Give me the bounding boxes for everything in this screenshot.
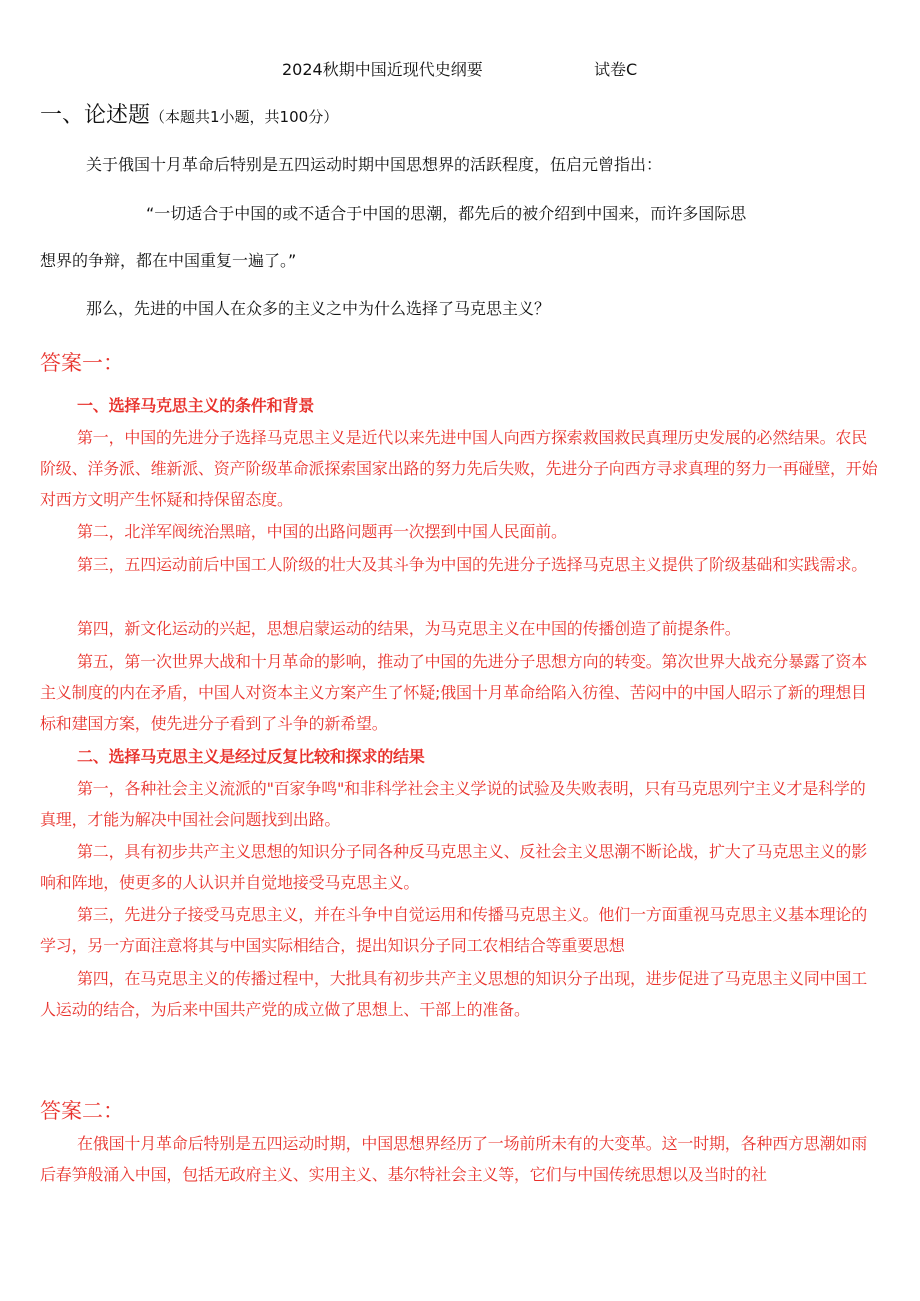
question-intro: 关于俄国十月革命后特别是五四运动时期中国思想界的活跃程度，伍启元曾指出： — [86, 155, 663, 174]
answer-one-para-4: 第四，新文化运动的兴起，思想启蒙运动的结果，为马克思主义在中国的传播创造了前提条件。 — [77, 619, 741, 638]
answer-one-heading-2: 二、选择马克思主义是经过反复比较和探求的结果 — [77, 747, 425, 766]
answer-one-para-8: 第三，先进分子接受马克思主义，并在斗争中自觉运用和传播马克思主义。他们一方面重视马克思主义基本理论的学习，另一方面注意将其与中国实际相结合，提出知识分子同工农相结合等重要思想 — [40, 905, 868, 955]
answer-one-para-5: 第五，第一次世界大战和十月革命的影响，推动了中国的先进分子思想方向的转变。第次世界大战充分暴露了资本主义制度的内在矛盾，中国人对资本主义方案产生了怀疑;俄国十月革命给陷入彷徨、苦闷中的中国人昭示了新的理想目标和建国方案，使先进分子看到了斗争的新希望。 — [40, 652, 868, 733]
answer-one-para-2: 第二，北洋军阀统治黑暗，中国的出路问题再一次摆到中国人民面前。 — [77, 522, 567, 541]
answer-two-label: 答案二： — [40, 1099, 124, 1123]
answer-one-heading-1: 一、选择马克思主义的条件和背景 — [77, 396, 315, 415]
answer-one-label: 答案一： — [40, 351, 124, 375]
section-heading — [40, 100, 338, 133]
answer-one-para-1: 第一，中国的先进分子选择马克思主义是近代以来先进中国人向西方探索救国救民真理历史发展的必然结果。农民阶级、洋务派、维新派、资产阶级革命派探索国家出路的努力先后失败，先进分子向西方寻求真理的努力一再碰壁，开始对西方文明产生怀疑和持保留态度。 — [40, 428, 878, 509]
question-ask: 那么，先进的中国人在众多的主义之中为什么选择了马克思主义？ — [86, 299, 551, 318]
question-quote-line2: 想界的争辩，都在中国重复一遍了。” — [40, 251, 297, 270]
answer-one-para-7: 第二，具有初步共产主义思想的知识分子同各种反马克思主义、反社会主义思潮不断论战，扩大了马克思主义的影响和阵地，使更多的人认识并自觉地接受马克思主义。 — [40, 842, 868, 892]
answer-one-para-6: 第一，各种社会主义流派的"百家争鸣"和非科学社会主义学说的试验及失败表明，只有马克思列宁主义才是科学的真理，才能为解决中国社会问题找到出路。 — [40, 779, 866, 829]
answer-one-para-9: 第四，在马克思主义的传播过程中，大批具有初步共产主义思想的知识分子出现，进步促进了马克思主义同中国工人运动的结合，为后来中国共产党的成立做了思想上、干部上的准备。 — [40, 969, 868, 1019]
paper-label: 试卷C — [594, 60, 638, 79]
answer-two-para-1: 在俄国十月革命后特别是五四运动时期，中国思想界经历了一场前所未有的大变革。这一时期，各种西方思潮如雨后春笋般涌入中国，包括无政府主义、实用主义、基尔特社会主义等，它们与中国传统思想以及当时的社 — [40, 1134, 868, 1184]
answer-one-para-3: 第三，五四运动前后中国工人阶级的壮大及其斗争为中国的先进分子选择马克思主义提供了阶级基础和实践需求。 — [77, 555, 868, 574]
section-note: （本题共1小题，共100分） — [150, 108, 339, 126]
question-quote-line1: “一切适合于中国的或不适合于中国的思潮，都先后的被介绍到中国来，而许多国际思 — [146, 204, 747, 223]
section-title: 一、论述题 — [40, 103, 151, 128]
exam-title: 2024秋期中国近现代史纲要 — [282, 60, 483, 79]
